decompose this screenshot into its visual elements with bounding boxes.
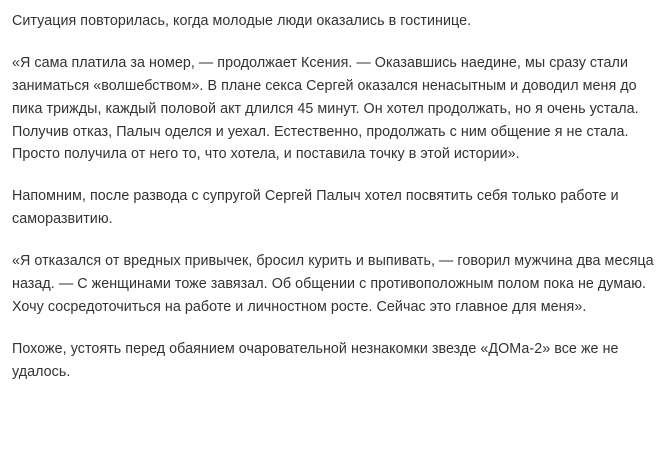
article-paragraph: «Я сама платила за номер, — продолжает Ксения. — Оказавшись наедине, мы сразу стали заниматься «волшебством». В плане секса Сергей оказался ненасытным и доводил меня до пика трижды, каждый половой акт длился 45 минут. Он хотел продолжать, но я очень устала. Получив отказ, Палыч оделся и уехал. Естественно, продолжать с ним общение я не стала. Просто получила от него то, что хотела, и поставила точку в этой истории». [12, 54, 639, 163]
article-paragraph: Похоже, устоять перед обаянием очаровательной незнакомки звезде «ДОМа-2» все же не удалось. [12, 340, 619, 380]
article-paragraph: «Я отказался от вредных привычек, бросил курить и выпивать, — говорил мужчина два месяца назад. — С женщинами тоже завязал. Об общении с противоположным полом пока не думаю. Хочу сосредоточиться на работе и личностном росте. Сейчас это главное для меня». [12, 253, 654, 315]
article-paragraph: Ситуация повторилась, когда молодые люди оказались в гостинице. [12, 13, 472, 29]
article-paragraph: Напомним, после развода с супругой Сергей Палыч хотел посвятить себя только работе и саморазвитию. [12, 188, 619, 228]
